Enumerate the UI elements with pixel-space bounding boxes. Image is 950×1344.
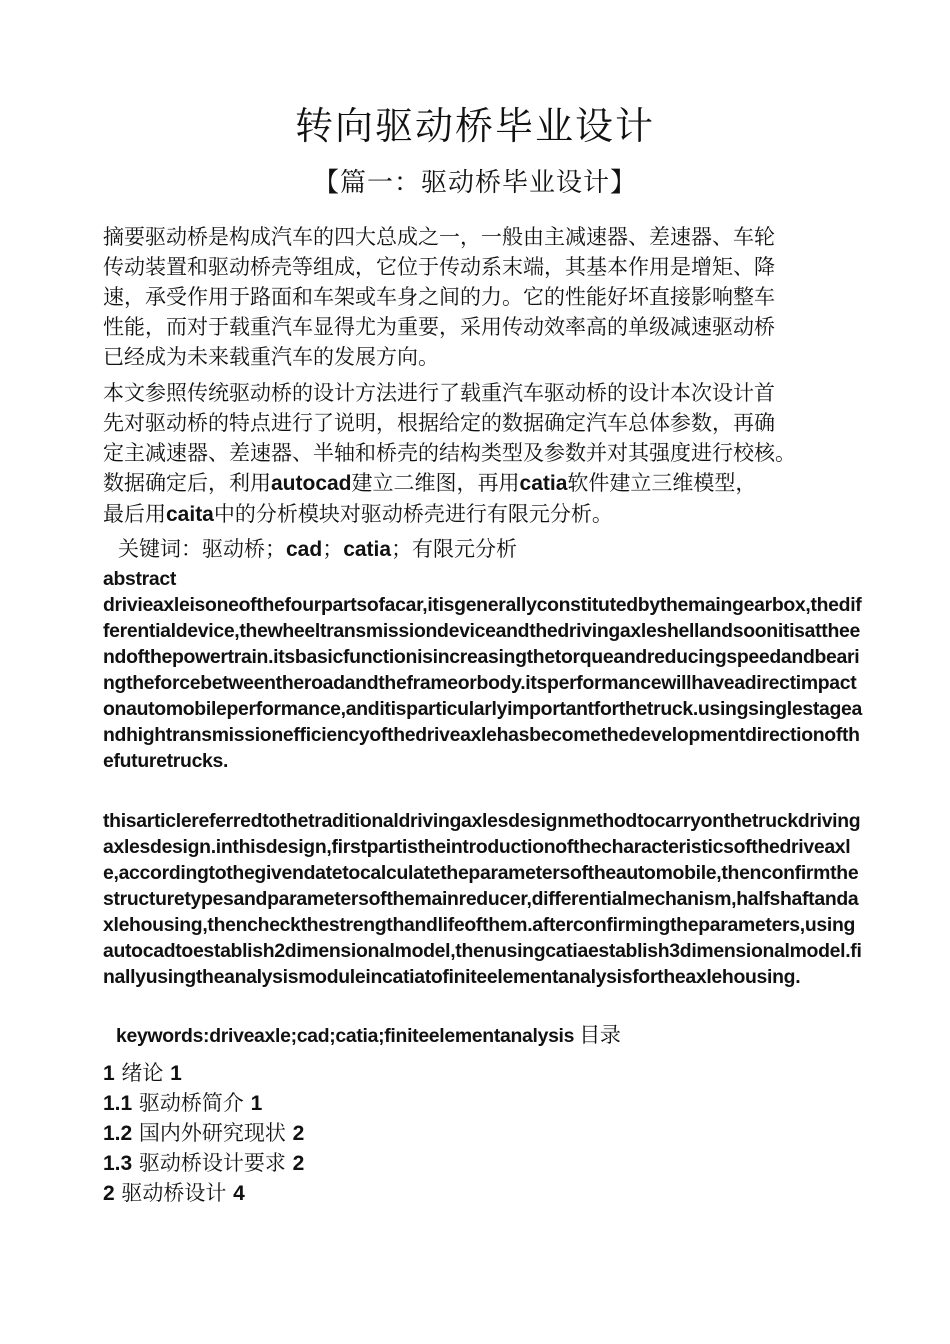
toc-heading: 目录 bbox=[579, 1023, 621, 1047]
toc-entry: 1.1 驱动桥简介 1 bbox=[103, 1091, 263, 1115]
document-title: 转向驱动桥毕业设计 bbox=[294, 104, 655, 148]
abstract-cn-paragraph-2 bbox=[103, 378, 873, 530]
text-line: 性能，而对于载重汽车显得尤为重要，采用传动效率高的单级减速驱动桥 bbox=[103, 315, 775, 339]
toc-entry: 2 驱动桥设计 4 bbox=[103, 1181, 245, 1205]
toc-entry: 1 绪论 1 bbox=[103, 1061, 182, 1085]
abstract-en-paragraph-2: thisarticlereferredtothetraditionaldrivingaxlesdesignmethodtocarryonthetruckdrivingaxlesdesign.inthisdesign,firstpartistheintroductionofthecharacteristicsofthedriveaxle,accordingtothegivendatetocalculatetheparametersoftheautomobile,thenconfirmthestructuretypesandparametersofthemainreducer,differentialmechanism,halfshaftandaxlehousing,thencheckthestrengthandlifeofthem.afterconfirmingtheparameters,usingautocadtoestablish2dimensionalmodel,thenusingcatiaestablish3dimensionalmodel.finallyusingtheanalysismoduleincatiatofiniteelementanalysisfortheaxlehousing. bbox=[103, 810, 862, 988]
text-line: 定主减速器、差速器、半轴和桥壳的结构类型及参数并对其强度进行校核。 bbox=[103, 441, 796, 465]
abstract-cn-paragraph-1 bbox=[103, 222, 873, 372]
keywords-cn: 关键词：驱动桥；cad；catia；有限元分析 bbox=[118, 537, 518, 561]
keywords-en: keywords:driveaxle;cad;catia;finiteelementanalysis 目录 bbox=[116, 1023, 621, 1047]
section-heading: 【篇一：驱动桥毕业设计】 bbox=[312, 168, 637, 198]
text-line: 数据确定后，利用autocad建立二维图，再用catia软件建立三维模型， bbox=[103, 471, 757, 495]
toc-entry: 1.3 驱动桥设计要求 2 bbox=[103, 1151, 305, 1175]
text-line: 已经成为未来载重汽车的发展方向。 bbox=[103, 345, 439, 369]
text-line: 摘要驱动桥是构成汽车的四大总成之一，一般由主减速器、差速器、车轮 bbox=[103, 225, 775, 249]
text-line: 最后用caita中的分析模块对驱动桥壳进行有限元分析。 bbox=[103, 502, 613, 526]
text-line: 先对驱动桥的特点进行了说明，根据给定的数据确定汽车总体参数，再确 bbox=[103, 411, 775, 435]
abstract-en-heading: abstract bbox=[103, 568, 177, 590]
text-line: 速，承受作用于路面和车架或车身之间的力。它的性能好坏直接影响整车 bbox=[103, 285, 775, 309]
text-line: 本文参照传统驱动桥的设计方法进行了载重汽车驱动桥的设计本次设计首 bbox=[103, 381, 775, 405]
toc-entry: 1.2 国内外研究现状 2 bbox=[103, 1121, 305, 1145]
text-line: 传动装置和驱动桥壳等组成，它位于传动系末端，其基本作用是增矩、降 bbox=[103, 255, 775, 279]
abstract-en-paragraph-1: drivieaxleisoneofthefourpartsofacar,itisgenerallyconstitutedbythemaingearbox,thedifferentialdevice,thewheeltransmissiondeviceandthedrivingaxleshellandsoonitisattheendofthepowertrain.itsbasicfunctionisincreasingthetorqueandreducingspeedandbearingtheforcebetweentheroadandtheframeorbody.itsperformancewillhaveadirectimpactonautomobileperformance,anditisparticularlyimportantforthetruck.usingsinglestageandhightransmissionefficiencyofthedriveaxlehasbecomethedevelopmentdirectionofthefuturetrucks. bbox=[103, 594, 863, 772]
